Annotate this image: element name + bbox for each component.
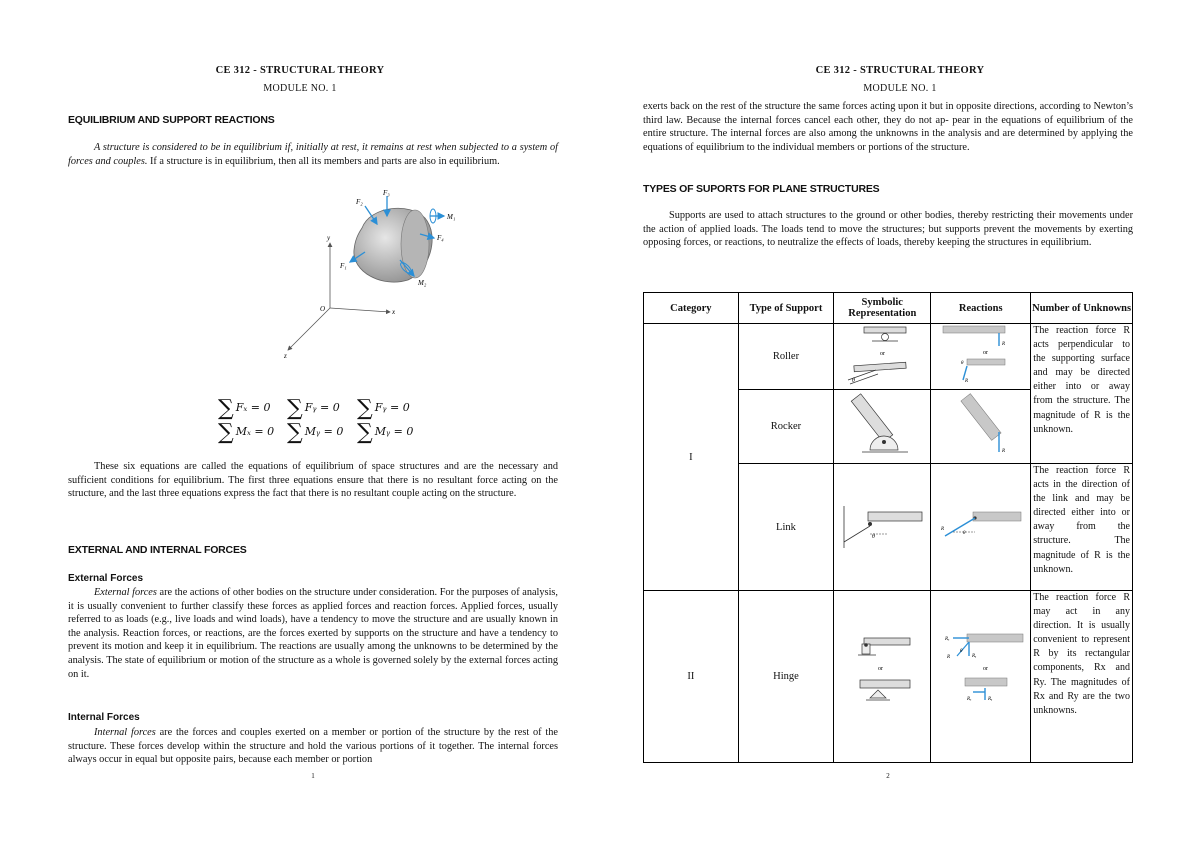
reaction-cell-hinge <box>931 591 1031 763</box>
col-header-type: Type of Support <box>738 293 834 324</box>
supports-text: Supports are used to attach structures to the ground or other bodies, thereby restricting their movements under the action of applied loads. The loads tend to move the structures; but supports prevent the movements by exerting opposing forces, or reactions, to neutralize the effects of loads, thereby keeping the structures in equilibrium. <box>643 210 1133 249</box>
symbol-cell-roller <box>834 324 931 390</box>
svg-text:θ: θ <box>960 361 964 366</box>
intro-italic: A structure is considered to be in equilibrium if, initially at rest, it remains at rest when subjected to a system of forces and couples. <box>68 142 558 167</box>
reaction-cell-rocker <box>931 390 1031 464</box>
page-header-title: CE 312 - STRUCTURAL THEORY <box>815 65 985 76</box>
equation-sum-mz: ∑ Mᵧ = 0 <box>357 420 414 445</box>
page-header-module: MODULE NO. 1 <box>863 83 937 94</box>
section-heading-forces: EXTERNAL AND INTERNAL FORCES <box>68 544 247 556</box>
supports-paragraph <box>643 209 1133 250</box>
svg-text:Rₓ: Rₓ <box>944 637 950 642</box>
external-forces-term: External forces <box>94 587 157 598</box>
type-cell-roller: Roller <box>738 324 834 390</box>
link-symbol <box>836 496 928 556</box>
equation-sum-fy: ∑ Fᵧ = 0 <box>287 396 340 421</box>
roller-reaction <box>933 324 1029 386</box>
internal-forces-heading: Internal Forces <box>68 712 140 723</box>
internal-forces-term: Internal forces <box>94 727 156 738</box>
force-f3-label: F₃ <box>383 189 390 197</box>
x-axis-label: x <box>392 308 396 316</box>
force-f1-label: F₁ <box>340 262 347 270</box>
external-forces-text: are the actions of other bodies on the structure under consideration. For the purposes of analysis, it is usually convenient to further classify these forces as applied forces and reaction forces. Applied forces, usually referred to as loads (e.g., live loads and wind loads), have a tendency to move the structure and are usually known in the analysis. Reaction forces, or reactions, are the forces exerted by supports on the structure and have a tendency to prevent its motion and keep it in equilibrium. The reactions are usually among the unknowns to be determined by the analysis. The state of equilibrium or motion of the structure as a whole is governed solely by the external forces acting on it. <box>68 587 559 680</box>
col-header-symbolic: Symbolic Representation <box>834 293 931 324</box>
page-number: 1 <box>311 772 315 780</box>
svg-text:R: R <box>940 526 944 532</box>
table-header-row <box>644 293 1133 324</box>
svg-text:R: R <box>1001 449 1005 454</box>
svg-text:θ: θ <box>872 533 876 540</box>
moment-m2-label: M₂ <box>418 279 427 287</box>
z-axis <box>288 308 330 350</box>
hinge-symbol <box>836 630 928 720</box>
symbol-cell-hinge <box>834 591 931 763</box>
internal-forces-paragraph <box>68 726 558 767</box>
six-equations-paragraph <box>68 460 558 501</box>
col-header-reactions: Reactions <box>931 293 1031 324</box>
equation-sum-mx: ∑ Mₓ = 0 <box>218 420 275 445</box>
col-header-unknowns: Number of Unknowns <box>1031 293 1133 324</box>
svg-text:or: or <box>982 350 988 356</box>
moment-m1-label: M₁ <box>447 213 456 221</box>
z-axis-label: z <box>284 352 287 360</box>
section-heading-equilibrium: EQUILIBRIUM AND SUPPORT REACTIONS <box>68 114 275 126</box>
internal-forces-text: are the forces and couples exerted on a member or portion of the structure by the rest of the structure. These forces develop within the structure and hold the various portions of it together. The internal forces always occur in equal but opposite pairs, because each member or portion <box>68 727 558 766</box>
svg-text:R: R <box>964 379 968 384</box>
page-2 <box>600 0 1200 848</box>
svg-text:Rᵧ: Rᵧ <box>987 697 992 702</box>
svg-text:θ: θ <box>962 530 966 536</box>
type-cell-rocker: Rocker <box>738 390 834 464</box>
unknowns-cell-link: The reaction force R acts in the direction of the link and may be directed either into or away from the structure. The magnitude of R is the unknown. <box>1031 464 1133 591</box>
intro-rest: If a structure is in equilibrium, then all its members and parts are also in equilibrium. <box>147 155 500 167</box>
type-cell-hinge: Hinge <box>738 591 834 763</box>
category-cell-1: I <box>644 324 739 591</box>
rigid-body-face <box>401 210 429 278</box>
section-heading-supports: TYPES OF SUPORTS FOR PLANE STRUCTURES <box>643 183 880 195</box>
rocker-symbol <box>836 390 928 460</box>
equilibrium-body-figure <box>270 188 470 360</box>
page-header-module: MODULE NO. 1 <box>263 83 337 94</box>
equation-sum-fz: ∑ Fᵧ = 0 <box>357 396 410 421</box>
category-cell-2: II <box>644 591 739 763</box>
unknowns-cell-roller-rocker: The reaction force R acts perpendicular to the supporting surface and may be directed either into or away from the structure. The magnitude of R is the unknown. <box>1031 324 1133 464</box>
svg-text:θ: θ <box>959 649 963 654</box>
svg-text:or: or <box>878 666 884 672</box>
svg-text:Rₓ: Rₓ <box>966 697 972 702</box>
symbol-cell-rocker <box>834 390 931 464</box>
hinge-reaction <box>933 630 1029 720</box>
y-axis-label: y <box>327 234 331 242</box>
six-equations-text: These six equations are called the equations of equilibrium of space structures and are the necessary and sufficient conditions for equilibrium. The first three equations ensure that there is no resultant force acting on the structure, and the last three equations express the fact that there is no resultant couple acting on the structure. <box>68 461 558 500</box>
supports-table <box>643 292 1133 763</box>
table-row-hinge <box>644 591 1133 763</box>
table-row-roller <box>644 324 1133 390</box>
equation-sum-my: ∑ Mᵧ = 0 <box>287 420 344 445</box>
type-cell-link: Link <box>738 464 834 591</box>
page-header-title: CE 312 - STRUCTURAL THEORY <box>215 65 385 76</box>
equation-sum-fx: ∑ Fₓ = 0 <box>218 396 271 421</box>
continued-paragraph: exerts back on the rest of the structure the same forces acting upon it but in opposite directions, according to Newton’s third law. Because the internal forces cancel each other, they do not ap- pear in the equations of equilibrium of the entire structure. The internal forces are also among the unknowns in the analysis and are determined by applying the equations of equilibrium to the individual members or portions of the structure. <box>643 101 1133 153</box>
link-reaction <box>933 496 1029 556</box>
svg-text:θ: θ <box>852 378 856 384</box>
col-header-category: Category <box>644 293 739 324</box>
svg-text:or: or <box>880 351 886 357</box>
unknowns-cell-hinge: The reaction force R may act in any direction. It is usually convenient to represent R by its rectangular components, Rx and Ry. The magnitudes of Rx and Ry are the two unknowns. <box>1031 591 1133 763</box>
intro-paragraph <box>68 141 558 168</box>
external-forces-paragraph <box>68 586 558 681</box>
svg-text:R: R <box>1001 342 1005 347</box>
force-f4-label: F₄ <box>437 234 444 242</box>
x-axis <box>330 308 390 312</box>
svg-text:Rᵧ: Rᵧ <box>971 654 976 659</box>
roller-symbol <box>836 324 928 386</box>
symbol-cell-link <box>834 464 931 591</box>
rocker-reaction <box>933 390 1029 460</box>
page-number: 2 <box>886 772 890 780</box>
reaction-cell-link <box>931 464 1031 591</box>
external-forces-heading: External Forces <box>68 573 144 584</box>
svg-text:R: R <box>946 655 950 660</box>
origin-label: O <box>320 305 326 313</box>
reaction-cell-roller <box>931 324 1031 390</box>
svg-text:or: or <box>982 666 988 672</box>
force-f2-label: F₂ <box>356 198 363 206</box>
